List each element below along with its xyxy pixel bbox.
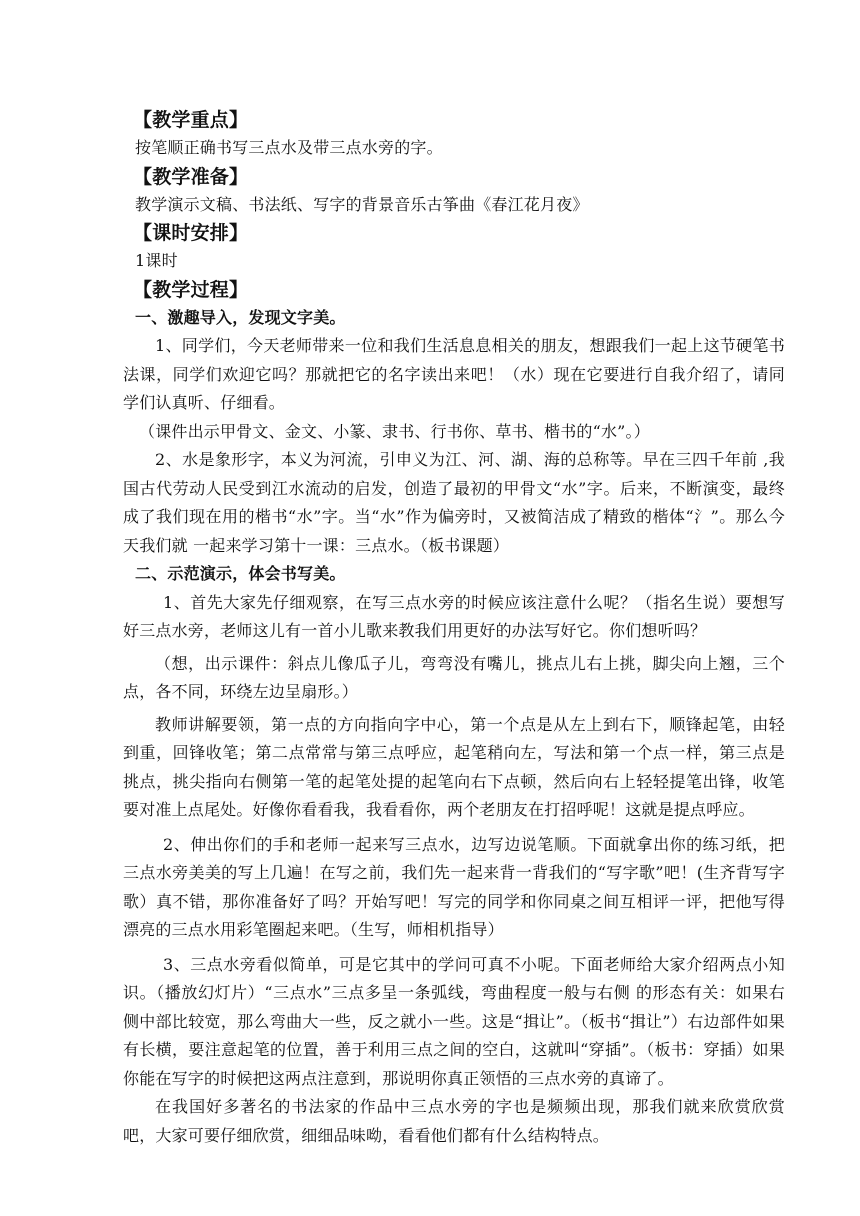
section-2-title: 二、示范演示，体会书写美。 [135, 564, 346, 583]
section-2-paragraph-4: 2、伸出你们的手和老师一起来写三点水，边写边说笔顺。下面就拿出你的练习纸，把三点水旁美美的写上几遍！在写之前，我们先一起来背一背我们的“写字歌”吧！(生齐背写字歌）真不错，那你准备好了吗？开始写吧！写完的同学和你同桌之间互相评一评，把他写得漂亮的三点水用彩笔圈起来吧。（生写，师相机指导） [123, 834, 785, 939]
section-2-paragraph-3: 教师讲解要领，第一点的方向指向字中心，第一个点是从左上到右下，顺锋起笔，由轻到重，回锋收笔；第二点常常与第三点呼应，起笔稍向左，写法和第一个点一样，第三点是挑点，挑尖指向右侧第一笔的起笔处提的起笔向右下点顿，然后向右上轻轻提笔出锋，收笔要对准上点尾处。好像你看看我，我看看你，两个老朋友在打招呼呢！这就是提点呼应。 [123, 714, 785, 819]
heading-schedule: 【课时安排】 [133, 222, 249, 244]
section-1-paragraph-3: 2、水是象形字，本义为河流，引申义为江、河、湖、海的总称等。早在三四千年前 ,我国古代劳动人民受到江水流动的启发，创造了最初的甲骨文“水”字。后来，不断演变，最终成了我们现在用的楷书“水”字。当“水”作为偏旁时，又被简洁成了精致的楷体“氵”。那么今天我们就 一起来学习第十一课：三点水。（板书课题） [123, 450, 785, 555]
section-1-title: 一、激趣导入，发现文字美。 [135, 307, 346, 327]
section-1-paragraph-1: 1、同学们，今天老师带来一位和我们生活息息相关的朋友，想跟我们一起上这节硬笔书法课，同学们欢迎它吗？那就把它的名字读出来吧！（水）现在它要进行自我介绍了，请同学们认真听、仔细看。 [123, 336, 785, 412]
schedule-text: 1课时 [135, 251, 178, 270]
section-2-paragraph-1: 1、首先大家先仔细观察，在写三点水旁的时候应该注意什么呢？（指名生说）要想写好三点水旁，老师这儿有一首小儿歌来教我们用更好的办法写好它。你们想听吗？ [123, 592, 785, 640]
section-1-paragraph-2: （课件出示甲骨文、金文、小篆、隶书、行书你、草书、楷书的“水”。） [139, 421, 650, 441]
section-2-paragraph-5: 3、三点水旁看似简单，可是它其中的学问可真不小呢。下面老师给大家介绍两点小知识。（播放幻灯片）“三点水”三点多呈一条弧线，弯曲程度一般与右侧 的形态有关：如果右侧中部比较宽，那么弯曲大一些，反之就小一些。这是“揖让”。（板书“揖让”）右边部件如果有长横，要注意起笔的位置，善于利用三点之间的空白，这就叫“穿插”。（板书：穿插）如果你能在写字的时候把这两点注意到，那说明你真正领悟的三点水旁的真谛了。 [123, 954, 785, 1088]
section-2-paragraph-2: （想，出示课件：斜点儿像瓜子儿，弯弯没有嘴儿，挑点儿右上挑，脚尖向上翘，三个点，各不同，环绕左边呈扇形。） [123, 653, 785, 701]
key-points-text: 按笔顺正确书写三点水及带三点水旁的字。 [135, 138, 443, 157]
heading-preparation: 【教学准备】 [133, 165, 249, 188]
lesson-plan-body [123, 106, 785, 1150]
section-2-paragraph-6: 在我国好多著名的书法家的作品中三点水旁的字也是频频出现，那我们就来欣赏欣赏吧，大家可要仔细欣赏，细细品味呦，看看他们都有什么结构特点。 [123, 1097, 785, 1145]
heading-key-points: 【教学重点】 [133, 109, 249, 131]
heading-process: 【教学过程】 [133, 278, 249, 301]
preparation-text: 教学演示文稿、书法纸、写字的背景音乐古筝曲《春江花月夜》 [135, 194, 589, 214]
